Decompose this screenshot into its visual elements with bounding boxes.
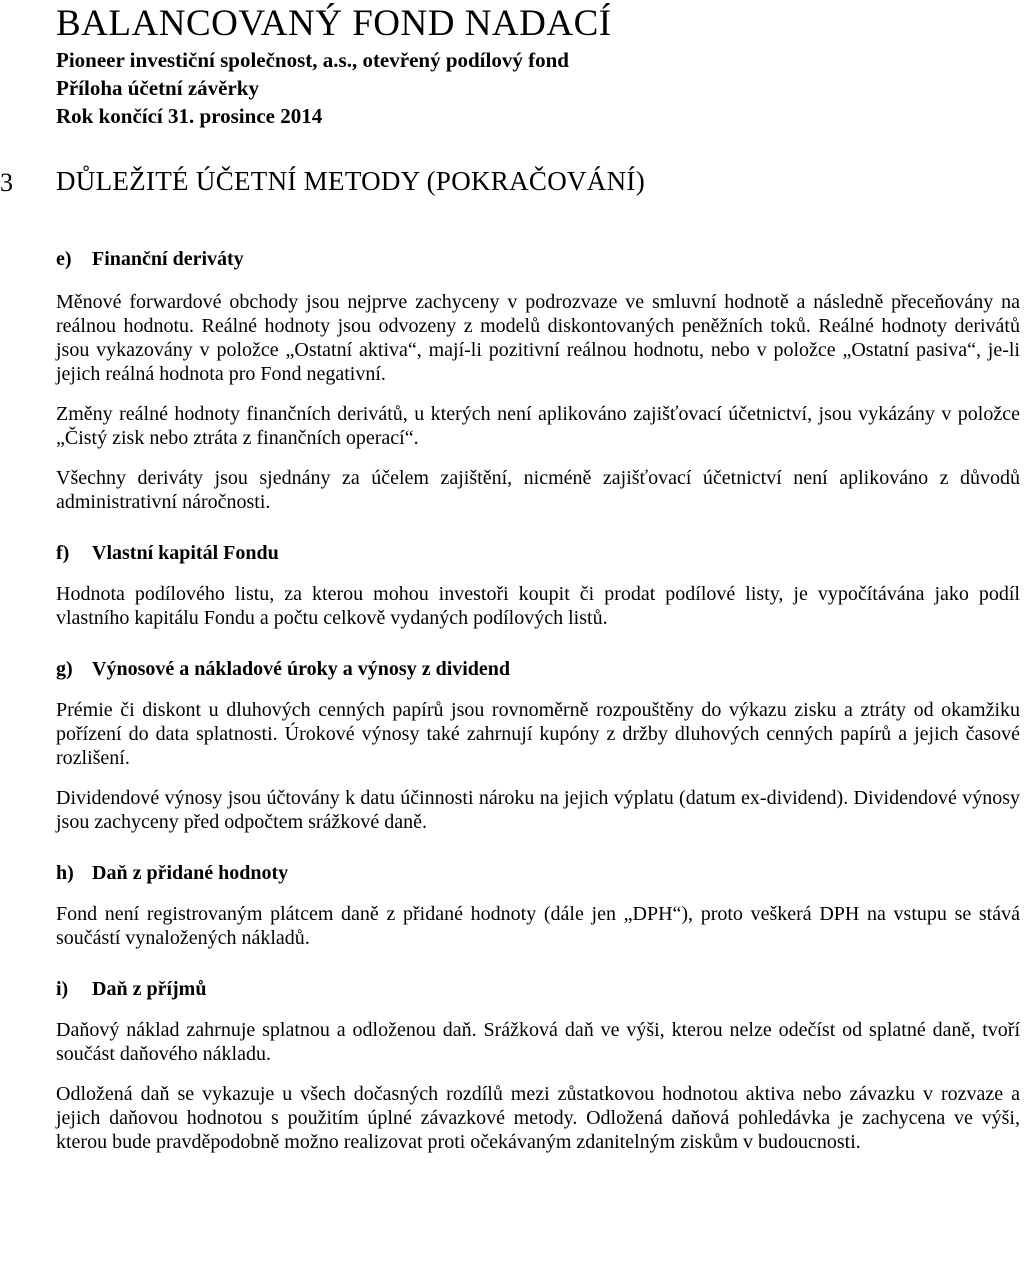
subsection-heading [56,540,1020,566]
paragraph: Daňový náklad zahrnuje splatnou a odloženou daň. Srážková daň ve výši, kterou nelze odečíst od splatné daně, tvoří součást daňového nákladu. [56,1019,1020,1065]
subsection-letter: h) [56,862,74,884]
paragraph: Dividendové výnosy jsou účtovány k datu účinnosti nároku na jejich výplatu (datum ex-dividend). Dividendové výnosy jsou zachyceny před odpočtem srážkové daně. [56,787,1020,833]
section-number: 3 [0,168,13,197]
subsection-heading [56,246,1020,272]
subsection-e [56,246,1020,514]
subsection-title: Daň z příjmů [92,978,207,1000]
subsection-heading [56,860,1020,886]
section-title: DŮLEŽITÉ ÚČETNÍ METODY (POKRAČOVÁNÍ) [56,166,645,196]
paragraph: Všechny deriváty jsou sjednány za účelem zajištění, nicméně zajišťovací účetnictví není aplikováno z důvodů administrativní náročnosti. [56,467,1020,513]
subsection-g [56,656,1020,834]
paragraph: Odložená daň se vykazuje u všech dočasných rozdílů mezi zůstatkovou hodnotou aktiva nebo závazku v rozvaze a jejich daňovou hodnotou s použitím úplné závazkové metody. Odložená daňová pohledávka je zachycena ve výši, kterou bude pravděpodobně možno realizovat proti očekávaným zdanitelným ziskům v budoucnosti. [56,1083,1020,1153]
section-content [56,240,1020,1154]
subsection-title: Finanční deriváty [92,248,244,270]
subsection-title: Výnosové a nákladové úroky a výnosy z dividend [92,658,511,680]
document-type-line: Příloha účetní závěrky [56,76,259,100]
subsection-heading [56,976,1020,1002]
subsection-letter: g) [56,658,73,680]
paragraph: Hodnota podílového listu, za kterou mohou investoři koupit či prodat podílové listy, je vypočítávána jako podíl vlastního kapitálu Fondu a počtu celkově vydaných podílových listů. [56,583,1020,629]
fund-title: BALANCOVANÝ FOND NADACÍ [56,3,612,44]
subsection-letter: f) [56,542,70,564]
subsection-title: Daň z přidané hodnoty [92,862,289,884]
company-line: Pioneer investiční společnost, a.s., otevřený podílový fond [56,48,569,72]
period-line: Rok končící 31. prosince 2014 [56,104,323,128]
subsection-f [56,540,1020,630]
paragraph: Změny reálné hodnoty finančních derivátů, u kterých není aplikováno zajišťovací účetnictví, jsou vykázány v položce „Čistý zisk nebo ztráta z finančních operací“. [56,403,1020,449]
paragraph: Měnové forwardové obchody jsou nejprve zachyceny v podrozvaze ve smluvní hodnotě a následně přeceňovány na reálnou hodnotu. Reálné hodnoty jsou odvozeny z modelů diskontovaných peněžních toků. Reálné hodnoty derivátů jsou vykazovány v položce „Ostatní aktiva“, mají-li pozitivní reálnou hodnotu, nebo v položce „Ostatní pasiva“, je-li jejich reálná hodnota pro Fond negativní. [56,291,1020,385]
subsection-title: Vlastní kapitál Fondu [92,542,279,564]
paragraph: Prémie či diskont u dluhových cenných papírů jsou rovnoměrně rozpouštěny do výkazu zisku a ztráty od okamžiku pořízení do data splatnosti. Úrokové výnosy také zahrnují kupóny z držby dluhových cenných papírů a jejich časové rozlišení. [56,699,1020,769]
subsection-i [56,976,1020,1154]
subsection-letter: e) [56,248,72,270]
document-header [56,2,612,130]
subsection-h [56,860,1020,950]
subsection-letter: i) [56,978,69,1000]
subsection-heading [56,656,1020,682]
paragraph: Fond není registrovaným plátcem daně z přidané hodnoty (dále jen „DPH“), proto veškerá DPH na vstupu se stává součástí vynaložených nákladů. [56,903,1020,949]
